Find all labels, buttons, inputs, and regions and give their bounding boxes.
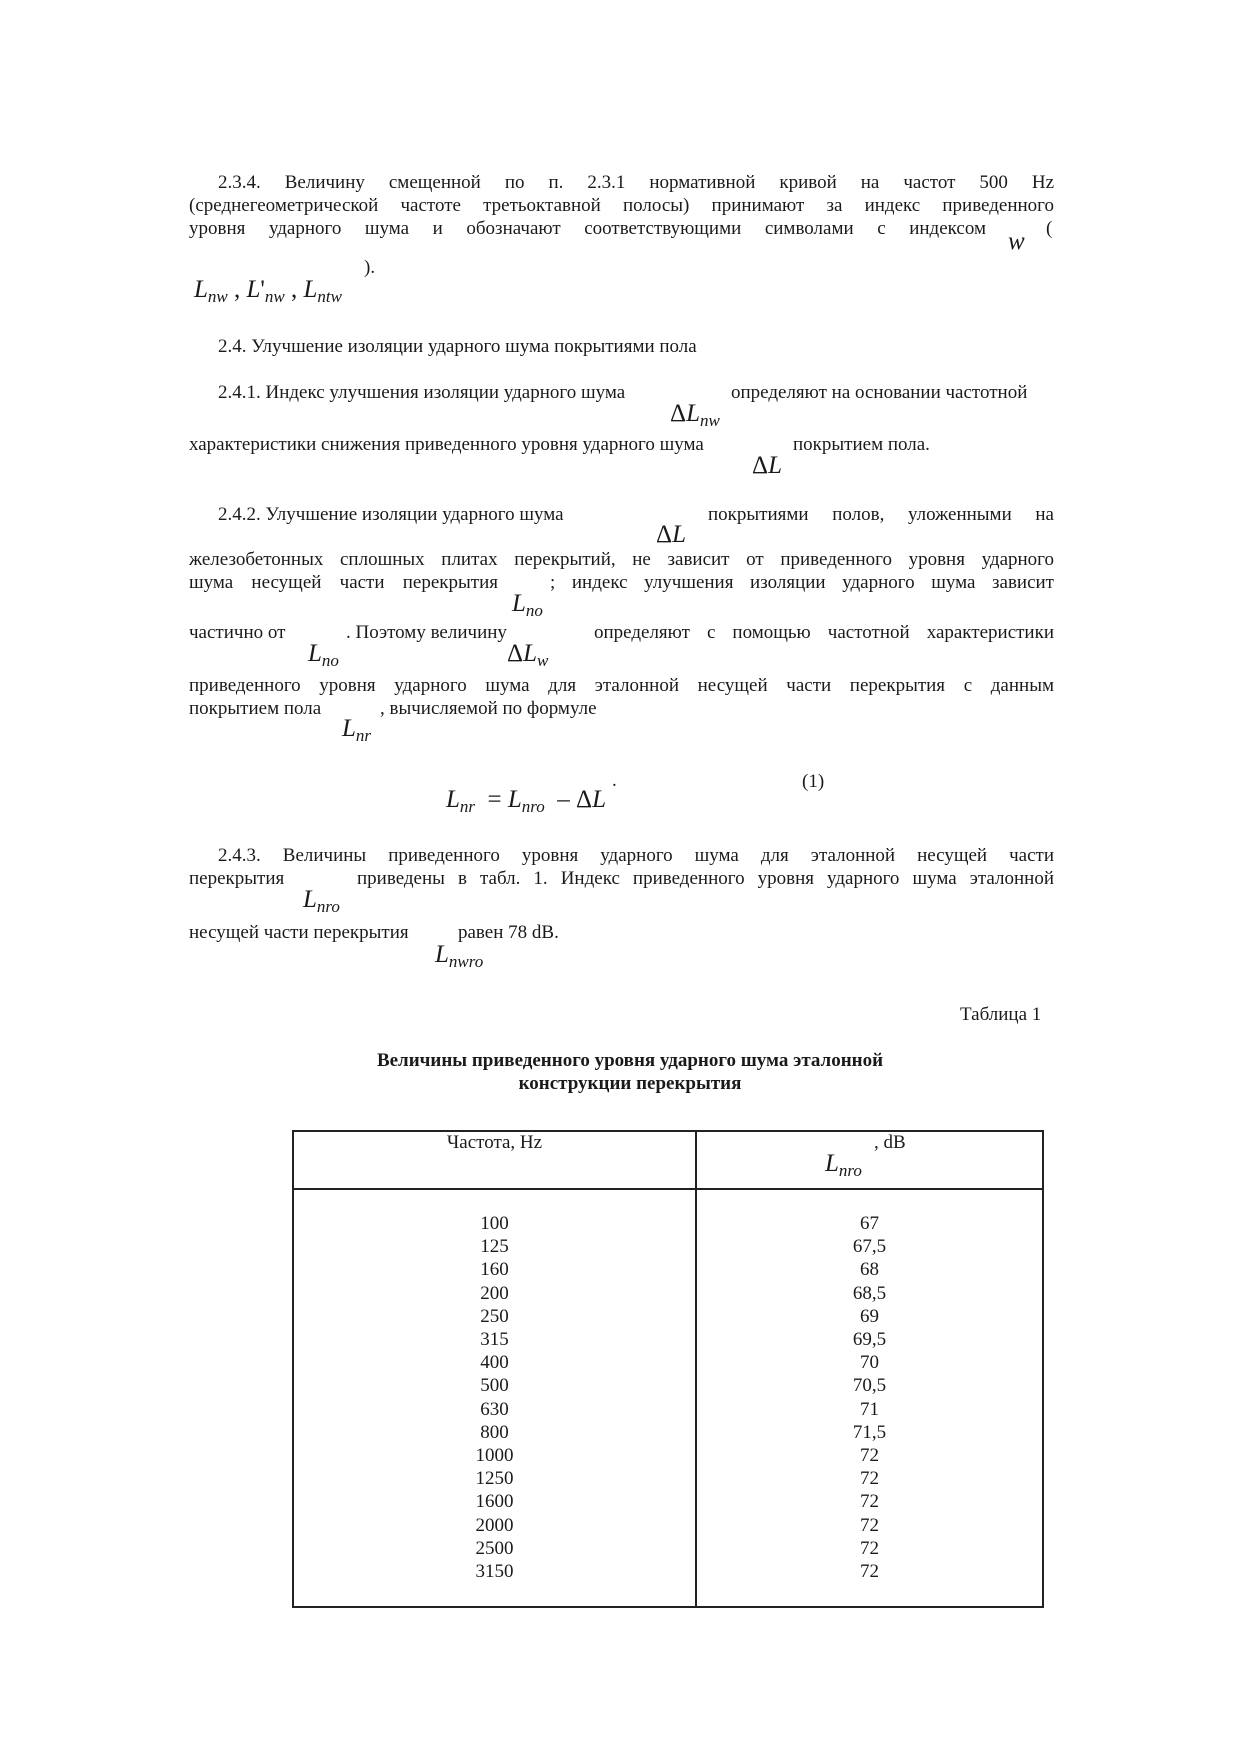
- formula-w-subscript: w: [1008, 228, 1025, 255]
- table-cell-level: 68: [860, 1259, 879, 1281]
- table-cell-level: 70: [860, 1352, 879, 1374]
- table-cell-frequency: 400: [480, 1352, 509, 1374]
- formula-lnro-1: $L_{nro}$: [303, 886, 340, 916]
- p242-line3-a: шума несущей части перекрытия: [189, 572, 498, 593]
- p234-paren-close: ).: [364, 257, 376, 278]
- table-cell-frequency: 250: [480, 1305, 509, 1327]
- table-cell-frequency: 100: [480, 1213, 509, 1234]
- table-cell-level: 67,5: [852, 1236, 887, 1258]
- table-cell-frequency: 2500: [475, 1537, 514, 1559]
- p234-line2: (среднегеометрической частоте третьоктавной полосы) принимают за индекс приведенного: [189, 195, 1054, 216]
- formula-lno-2: $L_{no}$: [308, 640, 339, 670]
- formula-delta-lw: $\Delta L_w$: [507, 640, 549, 670]
- table-cell-frequency: 1000: [475, 1445, 514, 1467]
- formula-lnw-group: $L_{nw}$ , $L'_{nw}$ , $L_{ntw}$: [194, 276, 342, 306]
- table-cell-frequency: 1600: [475, 1491, 514, 1513]
- table-cell-level: 67: [860, 1213, 879, 1234]
- table-cell-frequency: 125: [480, 1236, 509, 1258]
- p242-line4-c: определяют с помощью частотной характеристики: [594, 622, 1054, 643]
- table-cell-frequency: 2000: [475, 1514, 514, 1536]
- p242-line1-b: покрытиями полов, уложенными на: [708, 504, 1054, 525]
- formula-lnr-1: $L_{nr}$: [342, 715, 372, 745]
- table-cell-level: 72: [860, 1537, 879, 1559]
- p241-line2-b: покрытием пола.: [793, 434, 930, 455]
- table-cell-level: 70,5: [852, 1375, 887, 1397]
- table-cell-frequency: 630: [480, 1398, 509, 1420]
- formula-1-number: (1): [802, 771, 825, 792]
- table-cell-level: 72: [860, 1491, 879, 1513]
- table-frequency-column: [294, 1212, 695, 1583]
- p242-line1-a: 2.4.2. Улучшение изоляции ударного шума: [218, 504, 564, 525]
- p241-line2-a: характеристики снижения приведенного уровня ударного шума: [189, 434, 704, 455]
- formula-delta-lnw: $\Delta L_{nw}$: [670, 400, 720, 430]
- p234-line1: 2.3.4. Величину смещенной по п. 2.3.1 нормативной кривой на частот 500 Hz: [218, 172, 1054, 193]
- table-cell-frequency: 160: [480, 1259, 509, 1281]
- p242-line5: приведенного уровня ударного шума для эталонной несущей части перекрытия с данным: [189, 675, 1054, 696]
- p243-line2-b: приведены в табл. 1. Индекс приведенного уровня ударного шума эталонной: [357, 868, 1054, 889]
- p243-line2-a: перекрытия: [189, 868, 285, 889]
- table-cell-level: 69,5: [852, 1329, 887, 1351]
- table-cell-level: 68,5: [852, 1282, 887, 1304]
- table-header-level-unit: , dB: [874, 1132, 906, 1153]
- table-title-line2: конструкции перекрытия: [518, 1073, 742, 1094]
- table-cell-level: 69: [860, 1305, 879, 1327]
- table-cell-level: 71: [860, 1398, 879, 1420]
- p242-line3-b: ; индекс улучшения изоляции ударного шума зависит: [550, 572, 1054, 593]
- formula-lno-1: $L_{no}$: [512, 590, 543, 620]
- formula-delta-l-1: ΔL: [752, 452, 782, 479]
- table-cell-frequency: 315: [480, 1329, 509, 1351]
- table-cell-frequency: 800: [480, 1421, 509, 1443]
- table-cell-frequency: 200: [480, 1282, 509, 1304]
- table-cell-level: 72: [860, 1445, 879, 1467]
- table-title-line1: Величины приведенного уровня ударного шума эталонной: [376, 1050, 884, 1071]
- section-heading-2-4: 2.4. Улучшение изоляции ударного шума покрытиями пола: [218, 336, 697, 357]
- reference-noise-table: [292, 1130, 1044, 1608]
- table-header-frequency: Частота, Hz: [446, 1132, 543, 1153]
- p243-line3-b: равен 78 dB.: [458, 922, 559, 943]
- formula-1: $L_{nr} = L_{nro} - \Delta L$: [446, 786, 607, 816]
- table-cell-level: 72: [860, 1468, 879, 1490]
- table-header-divider: [294, 1188, 1042, 1190]
- p242-line6-b: , вычисляемой по формуле: [380, 698, 597, 719]
- table-level-column: [697, 1212, 1042, 1583]
- p241-line1-b: определяют на основании частотной: [731, 382, 1028, 403]
- table-caption: Таблица 1: [960, 1004, 1042, 1025]
- table-header-lnro-symbol: $L_{nro}$: [825, 1150, 862, 1180]
- p243-line3-a: несущей части перекрытия: [189, 922, 409, 943]
- p242-line4-a: частично от: [189, 622, 286, 643]
- p243-line1: 2.4.3. Величины приведенного уровня ударного шума для эталонной несущей части: [218, 845, 1054, 866]
- p234-paren-open: (: [1046, 218, 1053, 239]
- p234-line3: уровня ударного шума и обозначают соответствующими символами с индексом: [189, 218, 986, 239]
- table-cell-level: 71,5: [852, 1421, 887, 1443]
- p242-line4-b: . Поэтому величину: [346, 622, 507, 643]
- formula-1-dot: .: [612, 770, 617, 791]
- formula-lnwro: $L_{nwro}$: [435, 941, 484, 971]
- p241-line1-a: 2.4.1. Индекс улучшения изоляции ударного шума: [218, 382, 626, 403]
- table-cell-frequency: 500: [480, 1375, 509, 1397]
- table-cell-level: 72: [860, 1561, 879, 1583]
- formula-delta-l-2: ΔL: [656, 521, 686, 548]
- p242-line6-a: покрытием пола: [189, 698, 322, 719]
- table-cell-frequency: 3150: [475, 1561, 514, 1583]
- table-cell-frequency: 1250: [475, 1468, 514, 1490]
- p242-line2: железобетонных сплошных плитах перекрытий, не зависит от приведенного уровня ударного: [189, 549, 1054, 570]
- table-cell-level: 72: [860, 1514, 879, 1536]
